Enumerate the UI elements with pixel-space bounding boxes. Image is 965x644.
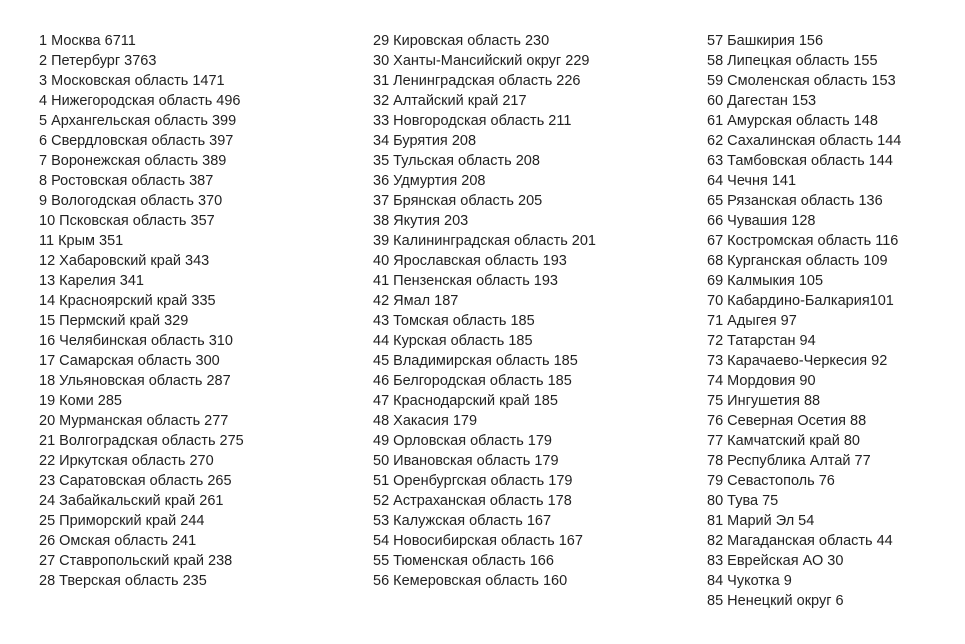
region-row: 45 Владимирская область 185 [373,353,578,369]
region-row: 69 Калмыкия 105 [707,273,824,289]
region-row: 46 Белгородская область 185 [373,373,572,389]
region-row: 56 Кемеровская область 160 [373,573,568,589]
region-row: 76 Северная Осетия 88 [707,413,867,429]
region-row: 12 Хабаровский край 343 [39,253,210,269]
region-row: 74 Мордовия 90 [707,373,816,389]
region-row: 71 Адыгея 97 [707,313,797,329]
region-row: 17 Самарская область 300 [39,353,220,369]
region-row: 68 Курганская область 109 [707,253,888,269]
region-row: 70 Кабардино-Балкария101 [707,293,894,309]
region-row: 26 Омская область 241 [39,533,197,549]
region-row: 13 Карелия 341 [39,273,144,289]
region-row: 25 Приморский край 244 [39,513,205,529]
region-row: 85 Ненецкий округ 6 [707,593,844,609]
region-row: 30 Ханты-Мансийский округ 229 [373,53,590,69]
ranking-column-1 [39,31,244,591]
region-row: 58 Липецкая область 155 [707,53,878,69]
region-row: 64 Чечня 141 [707,173,797,189]
ranking-column-2 [373,31,596,591]
region-row: 20 Мурманская область 277 [39,413,229,429]
region-row: 37 Брянская область 205 [373,193,543,209]
region-row: 28 Тверская область 235 [39,573,207,589]
region-row: 4 Нижегородская область 496 [39,93,241,109]
region-row: 61 Амурская область 148 [707,113,878,129]
region-row: 75 Ингушетия 88 [707,393,821,409]
region-row: 72 Татарстан 94 [707,333,816,349]
region-row: 81 Марий Эл 54 [707,513,815,529]
region-row: 16 Челябинская область 310 [39,333,233,349]
region-row: 18 Ульяновская область 287 [39,373,231,389]
region-row: 40 Ярославская область 193 [373,253,567,269]
region-row: 80 Тува 75 [707,493,779,509]
region-row: 41 Пензенская область 193 [373,273,558,289]
region-row: 83 Еврейская АО 30 [707,553,844,569]
region-row: 24 Забайкальский край 261 [39,493,224,509]
region-row: 44 Курская область 185 [373,333,533,349]
region-row: 7 Воронежская область 389 [39,153,227,169]
region-row: 6 Свердловская область 397 [39,133,234,149]
region-row: 49 Орловская область 179 [373,433,552,449]
region-row: 53 Калужская область 167 [373,513,552,529]
region-row: 19 Коми 285 [39,393,122,409]
region-row: 50 Ивановская область 179 [373,453,559,469]
region-row: 9 Вологодская область 370 [39,193,223,209]
region-row: 29 Кировская область 230 [373,33,550,49]
region-row: 54 Новосибирская область 167 [373,533,583,549]
region-row: 11 Крым 351 [39,233,124,249]
region-row: 77 Камчатский край 80 [707,433,860,449]
region-row: 57 Башкирия 156 [707,33,824,49]
region-row: 51 Оренбургская область 179 [373,473,573,489]
region-row: 33 Новгородская область 211 [373,113,572,129]
region-row: 38 Якутия 203 [373,213,469,229]
region-row: 59 Смоленская область 153 [707,73,896,89]
region-row: 65 Рязанская область 136 [707,193,883,209]
region-row: 14 Красноярский край 335 [39,293,216,309]
region-row: 43 Томская область 185 [373,313,535,329]
region-row: 23 Саратовская область 265 [39,473,232,489]
region-row: 2 Петербург 3763 [39,53,157,69]
region-row: 36 Удмуртия 208 [373,173,486,189]
region-row: 3 Московская область 1471 [39,73,225,89]
region-row: 32 Алтайский край 217 [373,93,527,109]
region-row: 84 Чукотка 9 [707,573,792,589]
region-row: 79 Севастополь 76 [707,473,835,489]
region-row: 8 Ростовская область 387 [39,173,214,189]
ranking-column-3 [707,31,901,611]
region-row: 10 Псковская область 357 [39,213,215,229]
region-row: 52 Астраханская область 178 [373,493,572,509]
region-row: 78 Республика Алтай 77 [707,453,871,469]
region-row: 35 Тульская область 208 [373,153,540,169]
region-row: 62 Сахалинская область 144 [707,133,902,149]
region-row: 39 Калининградская область 201 [373,233,596,249]
region-row: 82 Магаданская область 44 [707,533,893,549]
region-row: 34 Бурятия 208 [373,133,477,149]
region-row: 66 Чувашия 128 [707,213,816,229]
region-row: 15 Пермский край 329 [39,313,189,329]
region-row: 63 Тамбовская область 144 [707,153,893,169]
region-row: 48 Хакасия 179 [373,413,478,429]
region-row: 47 Краснодарский край 185 [373,393,558,409]
region-row: 42 Ямал 187 [373,293,459,309]
region-row: 1 Москва 6711 [39,33,136,49]
region-row: 73 Карачаево-Черкесия 92 [707,353,888,369]
region-row: 22 Иркутская область 270 [39,453,214,469]
region-row: 27 Ставропольский край 238 [39,553,233,569]
region-row: 31 Ленинградская область 226 [373,73,581,89]
region-row: 5 Архангельская область 399 [39,113,237,129]
region-row: 60 Дагестан 153 [707,93,817,109]
region-row: 55 Тюменская область 166 [373,553,554,569]
region-row: 21 Волгоградская область 275 [39,433,244,449]
region-row: 67 Костромская область 116 [707,233,899,249]
